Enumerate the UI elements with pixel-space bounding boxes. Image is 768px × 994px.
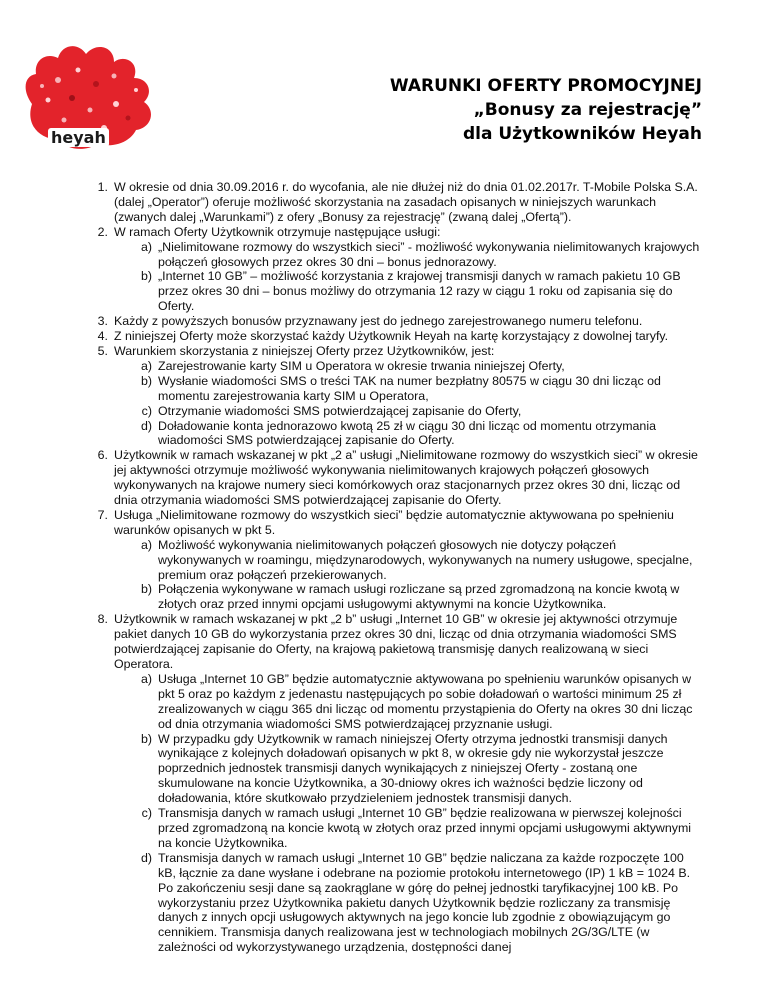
sub-item-text: Transmisja danych w ramach usługi „Internet 10 GB” będzie naliczana za każde rozpoczęte 100 kB, łącznie za dane wysłane i odebrane na poziomie protokołu internetowego (IP) 1 kB = 1024 B. Po zakończeniu sesji dane są zaokrąglane w górę do pełnej jednostki taryfikacyjnej 100 kB. Po wykorzystaniu przez Użytkownika pakietu danych Użytkownik będzie rozliczany za transmisję danych z innych opcji usługowych aktywnych na jego koncie lub zgodnie z obowiązującym go cennikiem. Transmisja danych realizowana jest w technologiach mobilnych 2G/3G/LTE (w zależności od wykorzystywanego urządzenia, dostępności danej [158,850,691,955]
item-text: Usługa „Nielimitowane rozmowy do wszystkich sieci” będzie automatycznie aktywowana po spełnieniu warunków opisanych w pkt 5. [114,507,674,537]
sub-item [84,359,700,374]
item-text: Z niniejszej Oferty może skorzystać każdy Użytkownik Heyah na kartę korzystający z dowolnej taryfy. [114,329,669,344]
sub-item [84,269,700,314]
sub-item-letter: c) [141,403,152,418]
title-line-2: „Bonusy za rejestrację” [473,100,702,120]
title-line-1: WARUNKI OFERTY PROMOCYJNEJ [389,76,702,96]
sub-item [84,582,700,612]
sub-item-letter: a) [140,358,152,373]
sub-item-letter: a) [140,537,152,552]
list-item [84,508,700,538]
sub-item-letter: b) [140,582,152,597]
item-text: Użytkownik w ramach wskazanej w pkt „2 a” usługi „Nielimitowane rozmowy do wszystkich sieci” w okresie jej aktywności otrzymuje możliwość wykonywania nielimitowanych krajowych połączeń głosowych wykonywanych na krajowe numery sieci komórkowych oraz stacjonarnych przez okres 30 dni, licząc od dnia otrzymania wiadomości SMS potwierdzającej zapisanie do Oferty. [114,448,698,508]
item-number: 2. [97,224,108,239]
sub-item-text: „Internet 10 GB” – możliwość korzystania z krajowej transmisji danych w ramach pakietu 10 GB przez okres 30 dni – bonus możliwy do otrzymania 12 razy w ciągu 1 roku od zapisania się do Oferty. [158,269,681,314]
sub-item-text: Możliwość wykonywania nielimitowanych połączeń głosowych nie dotyczy połączeń wykonywanych w roamingu, międzynarodowych, wykonywanych na numery usługowe, specjalne, premium oraz połączeń przekierowanych. [158,537,693,582]
item-number: 8. [97,612,108,627]
item-number: 1. [97,180,108,194]
sub-item [84,851,700,955]
item-number: 7. [97,507,108,522]
item-number: 5. [97,343,108,358]
sub-item [84,806,700,851]
sub-item-letter: b) [140,269,152,284]
list-item [84,344,700,359]
sub-item-text: Transmisja danych w ramach usługi „Internet 10 GB” będzie realizowana w pierwszej kolejności przed zgromadzoną na koncie kwotą w złotych oraz przed innymi opcjami usługowymi aktywnymi na koncie Użytkownika. [158,806,692,850]
list-item [84,180,700,225]
sub-item-text: „Nielimitowane rozmowy do wszystkich sieci” - możliwość wykonywania nielimitowanych krajowych połączeń głosowych przez okres 30 dni – bonus jednorazowy. [158,239,700,269]
sub-item [84,419,700,449]
page-title [390,74,702,146]
sub-item-letter: a) [140,239,152,254]
list-item [84,225,700,240]
list-item [84,448,700,508]
sub-item-letter: a) [140,671,152,686]
sub-item-text: Zarejestrowanie karty SIM u Operatora w okresie trwania niniejszej Oferty, [158,358,565,373]
list-item [84,329,700,344]
sub-item [84,672,700,732]
list-item [84,314,700,329]
item-text: Każdy z powyższych bonusów przyznawany jest do jednego zarejestrowanego numeru telefonu. [114,314,643,329]
item-text: W okresie od dnia 30.09.2016 r. do wycofania, ale nie dłużej niż do dnia 01.02.2017r. T-Mobile Polska S.A. (dalej „Operator”) oferuje możliwość skorzystania na zasadach opisanych w niniejszych warunkach (zwanych dalej „Warunkami”) z ofery „Bonusy za rejestrację” (zwaną dalej „Ofertą”). [114,180,698,224]
item-number: 6. [97,448,108,463]
item-text: Warunkiem skorzystania z niniejszej Oferty przez Użytkowników, jest: [114,343,495,358]
sub-item-letter: b) [140,731,152,746]
sub-item-text: W przypadku gdy Użytkownik w ramach niniejszej Oferty otrzyma jednostki transmisji danych wynikające z kolejnych doładowań opisanych w pkt 8, w okresie gdy nie wykorzystał jeszcze poprzednich jednostek transmisji danych wynikających z niniejszej Oferty - zostaną one skumulowane na koncie Użytkownika, a 30-dniowy okres ich ważności będzie liczony od doładowania, które skutkowało przydzieleniem jednostek transmisji danych. [158,731,668,806]
sub-item-text: Usługa „Internet 10 GB” będzie automatycznie aktywowana po spełnieniu warunków opisanych w pkt 5 oraz po każdym z jedenastu następujących po sobie doładowań o wartości minimum 25 zł zrealizowanych w ciągu 365 dni licząc od momentu przystąpienia do Oferty na okres 30 dni licząc od dnia otrzymania wiadomości SMS potwierdzającej przyznanie usługi. [158,671,693,731]
list-item [84,612,700,672]
sub-item [84,732,700,807]
item-number: 4. [97,329,108,344]
title-line-3: dla Użytkowników Heyah [462,124,702,144]
item-text: W ramach Oferty Użytkownik otrzymuje następujące usługi: [114,224,441,239]
sub-item [84,240,700,270]
sub-item [84,374,700,404]
item-number: 3. [97,314,108,329]
item-text: Użytkownik w ramach wskazanej w pkt „2 b” usługi „Internet 10 GB” w okresie jej aktywności otrzymuje pakiet danych 10 GB do wykorzystania przez okres 30 dni, licząc od dnia otrzymania wiadomości SMS potwierdzającej zapisanie do Oferty, na krajową pakietową transmisję danych realizowaną w sieci Operatora. [114,612,678,671]
terms-list [84,180,700,955]
sub-item-text: Połączenia wykonywane w ramach usługi rozliczane są przed zgromadzoną na koncie kwotą w złotych oraz przed innymi opcjami usługowymi aktywnymi na koncie Użytkownika. [158,582,680,612]
sub-item-letter: d) [140,850,152,865]
sub-item [84,538,700,583]
sub-item-letter: d) [140,418,152,433]
sub-item-text: Wysłanie wiadomości SMS o treści TAK na numer bezpłatny 80575 w ciągu 30 dni licząc od momentu zarejestrowania karty SIM u Operatora, [158,373,661,403]
sub-item [84,404,700,419]
brand-name: heyah [48,128,109,147]
heyah-logo [18,40,166,160]
sub-item-text: Doładowanie konta jednorazowo kwotą 25 zł w ciągu 30 dni licząc od momentu otrzymania wiadomości SMS potwierdzającej zapisanie do Oferty. [158,418,656,448]
sub-item-letter: b) [140,373,152,388]
sub-item-letter: c) [141,806,152,821]
sub-item-text: Otrzymanie wiadomości SMS potwierdzającej zapisanie do Oferty, [158,403,522,418]
